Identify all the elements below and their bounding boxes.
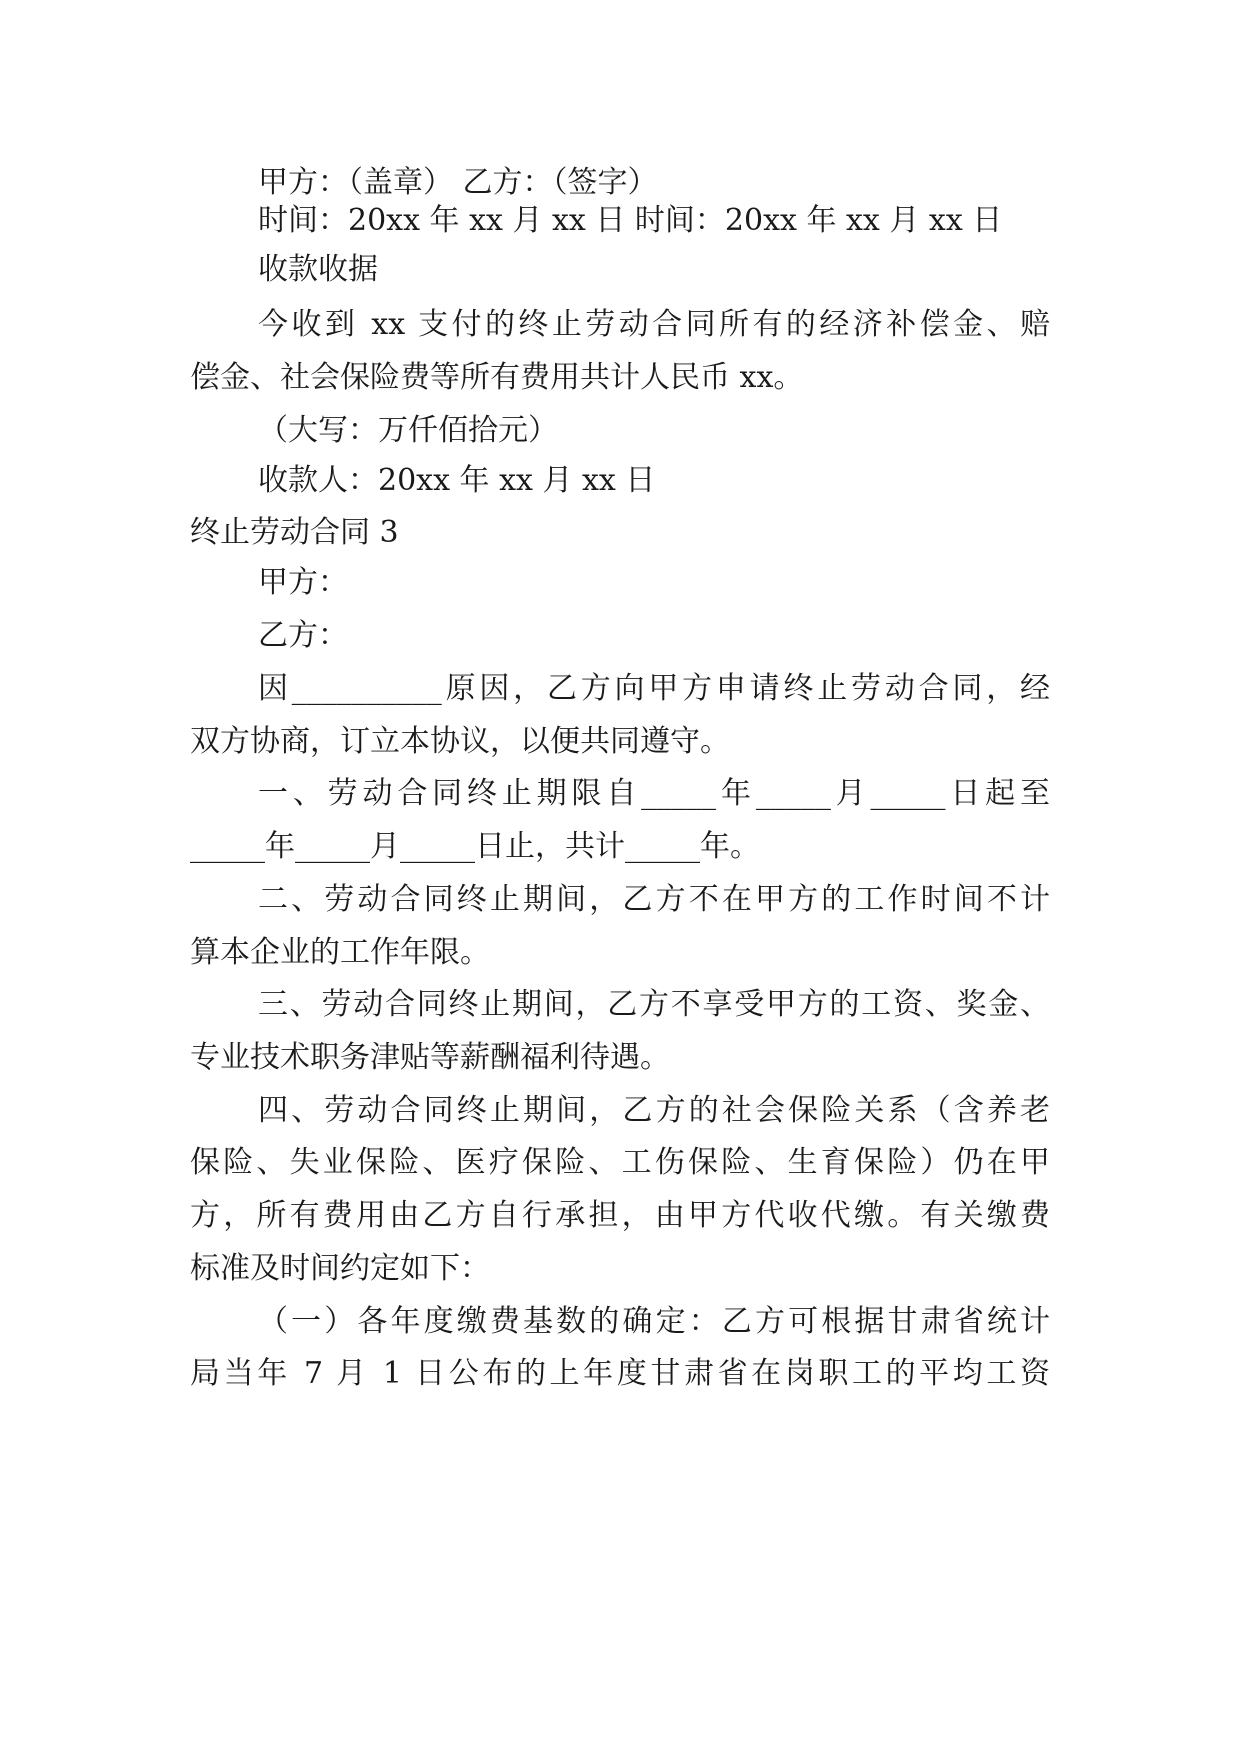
clause-3-line-1: 三、劳动合同终止期间，乙方不享受甲方的工资、奖金、 xyxy=(258,987,1050,1022)
clause-4-line-4: 标准及时间约定如下： xyxy=(190,1251,490,1286)
receipt-heading: 收款收据 xyxy=(258,252,378,287)
reason-line-2: 双方协商，订立本协议，以便共同遵守。 xyxy=(190,724,730,759)
clause-2-line-2: 算本企业的工作年限。 xyxy=(190,935,490,970)
subclause-1-line-2: 局当年 7 月 1 日公布的上年度甘肃省在岗职工的平均工资 xyxy=(190,1356,1050,1391)
receipt-payee-line: 收款人：20xx 年 xx 月 xx 日 xyxy=(258,463,656,498)
party-a-line: 甲方： xyxy=(258,565,348,600)
party-b-line: 乙方： xyxy=(258,618,348,653)
subclause-1-line-1: （一）各年度缴费基数的确定：乙方可根据甘肃省统计 xyxy=(258,1304,1050,1339)
clause-1-line-2: _____年_____月_____日止，共计_____年。 xyxy=(190,829,760,864)
signature-dates: 时间：20xx 年 xx 月 xx 日 时间：20xx 年 xx 月 xx 日 xyxy=(258,203,1003,238)
reason-line-1: 因__________原因，乙方向甲方申请终止劳动合同，经 xyxy=(258,671,1050,706)
signature-parties: 甲方：（盖章） 乙方：（签字） xyxy=(258,165,658,200)
clause-4-line-3: 方，所有费用由乙方自行承担，由甲方代收代缴。有关缴费 xyxy=(190,1198,1050,1233)
receipt-body-line-1: 今收到 xx 支付的终止劳动合同所有的经济补偿金、赔 xyxy=(258,307,1050,342)
receipt-uppercase-amount: （大写：万仟佰拾元） xyxy=(258,413,558,448)
section-title: 终止劳动合同 3 xyxy=(190,515,399,550)
clause-4-line-2: 保险、失业保险、医疗保险、工伤保险、生育保险）仍在甲 xyxy=(190,1145,1050,1180)
clause-1-line-1: 一、劳动合同终止期限自_____年_____月_____日起至 xyxy=(258,776,1050,811)
clause-2-line-1: 二、劳动合同终止期间，乙方不在甲方的工作时间不计 xyxy=(258,882,1050,917)
clause-3-line-2: 专业技术职务津贴等薪酬福利待遇。 xyxy=(190,1040,670,1075)
clause-4-line-1: 四、劳动合同终止期间，乙方的社会保险关系（含养老 xyxy=(258,1093,1050,1128)
receipt-body-line-2: 偿金、社会保险费等所有费用共计人民币 xx。 xyxy=(190,360,804,395)
